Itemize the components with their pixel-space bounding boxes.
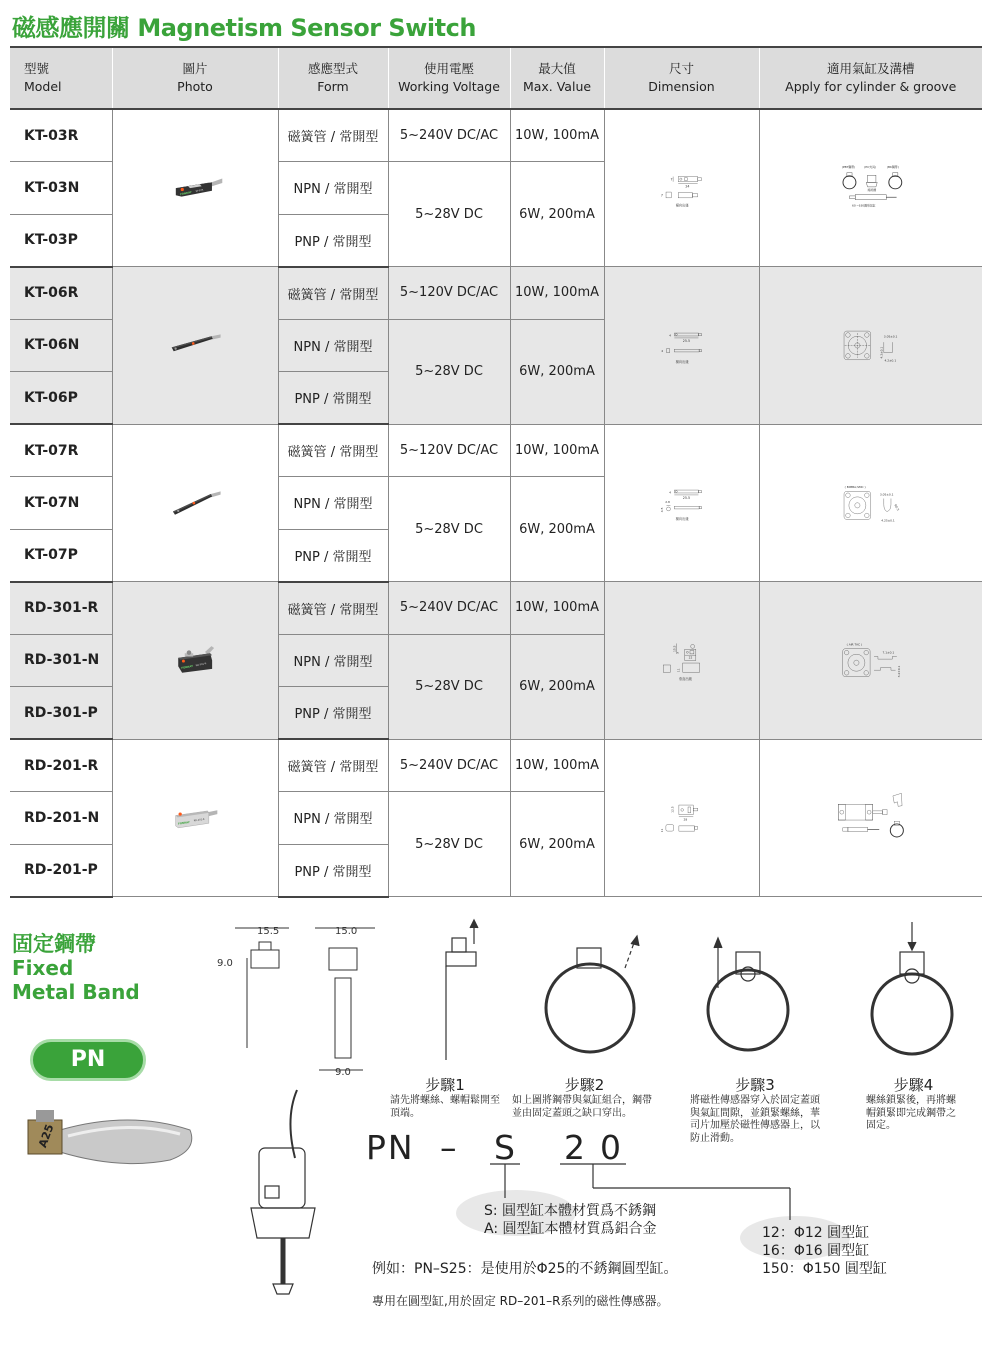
band-title-cn: 固定鋼帶 <box>12 932 96 956</box>
spec-table <box>10 46 982 898</box>
svg-text:(BK鋼帶): (BK鋼帶) <box>886 164 899 169</box>
svg-text:垂直出綫: 垂直出綫 <box>678 676 692 681</box>
header-cylinder-fit: 適用氣缸及溝槽 Apply for cylinder & groove <box>759 47 982 109</box>
svg-text:7: 7 <box>670 176 673 181</box>
svg-text:RD-301-R: RD-301-R <box>194 661 207 667</box>
form-cell: NPN / 常開型 <box>278 319 388 372</box>
svg-text:7: 7 <box>660 193 663 198</box>
model-cell: KT-07N <box>10 477 112 530</box>
table-row <box>10 739 982 792</box>
cylinder-fit-drawing <box>759 424 982 582</box>
model-cell: KT-07P <box>10 529 112 582</box>
svg-text:A25: A25 <box>36 1122 57 1150</box>
form-cell: PNP / 常開型 <box>278 687 388 740</box>
svg-text:RD-201-R: RD-201-R <box>193 817 205 823</box>
svg-text:9.0: 9.0 <box>335 1067 351 1078</box>
max-value-cell: 10W, 100mA <box>510 267 604 320</box>
cylinder-fit-drawing <box>759 739 982 897</box>
svg-text:鳩尾槽: 鳩尾槽 <box>867 187 876 192</box>
svg-text:R0.5: R0.5 <box>892 503 900 512</box>
pn-badge: PN <box>30 1039 146 1081</box>
svg-text:(PC夾具): (PC夾具) <box>863 164 876 169</box>
svg-text:7: 7 <box>675 651 680 654</box>
svg-text:15.5: 15.5 <box>257 926 280 937</box>
cylinder-fit-drawing <box>759 109 982 267</box>
table-row <box>10 109 982 162</box>
voltage-cell: 5~240V DC/AC <box>388 109 510 162</box>
svg-text:KT-03R: KT-03R <box>194 187 204 193</box>
svg-text:60～630圓形氣缸: 60～630圓形氣缸 <box>851 202 876 207</box>
svg-text:FONRAY: FONRAY <box>179 190 192 196</box>
step-2: 步驟2 如上圖將鋼帶與氣缸組合，鋼帶並由固定蓋頭之缺口穿出。 <box>512 1076 652 1119</box>
svg-text:25.5: 25.5 <box>682 496 690 501</box>
photo-cell <box>112 109 278 267</box>
svg-text:2.8: 2.8 <box>664 500 670 505</box>
header-max-value: 最大值 Max. Value <box>510 47 604 109</box>
form-cell: PNP / 常開型 <box>278 214 388 267</box>
voltage-cell: 5~240V DC/AC <box>388 582 510 635</box>
model-cell: KT-03P <box>10 214 112 267</box>
kt07-sensor-photo <box>113 477 278 529</box>
voltage-cell: 5~28V DC <box>388 634 510 739</box>
step-1: 步驟1 請先將螺絲、螺帽鬆開至頂端。 <box>390 1076 500 1119</box>
header-voltage: 使用電壓 Working Voltage <box>388 47 510 109</box>
model-cell: KT-06P <box>10 372 112 425</box>
model-cell: KT-03R <box>10 109 112 162</box>
svg-text:15.5: 15.5 <box>672 644 677 652</box>
voltage-cell: 5~28V DC <box>388 162 510 267</box>
svg-text:4.2±0.1: 4.2±0.1 <box>878 346 883 358</box>
model-cell: KT-06N <box>10 319 112 372</box>
form-cell: 磁簧管 / 常開型 <box>278 109 388 162</box>
form-cell: 磁簧管 / 常開型 <box>278 267 388 320</box>
form-cell: NPN / 常開型 <box>278 162 388 215</box>
max-value-cell: 6W, 200mA <box>510 792 604 897</box>
voltage-cell: 5~120V DC/AC <box>388 267 510 320</box>
metal-band-photo <box>20 1090 200 1180</box>
svg-text:11: 11 <box>676 667 681 672</box>
cylinder-sensor-illustration <box>225 1088 345 1302</box>
svg-text:橫向出綫: 橫向出綫 <box>675 359 689 364</box>
order-code-size-2: 0 <box>600 1128 623 1167</box>
voltage-cell: 5~28V DC <box>388 319 510 424</box>
header-model: 型號 Model <box>10 47 112 109</box>
max-value-cell: 10W, 100mA <box>510 739 604 792</box>
order-code-prefix: PN <box>366 1128 415 1167</box>
model-cell: RD-301-P <box>10 687 112 740</box>
max-value-cell: 10W, 100mA <box>510 109 604 162</box>
header-photo: 圖片 Photo <box>112 47 278 109</box>
svg-text:4: 4 <box>668 490 671 495</box>
step4-illustration <box>860 918 970 1068</box>
voltage-cell: 5~120V DC/AC <box>388 424 510 477</box>
photo-cell <box>112 739 278 897</box>
svg-text:橫向出綫: 橫向出綫 <box>675 202 689 207</box>
band-dimension-drawing <box>215 918 395 1078</box>
voltage-cell: 5~240V DC/AC <box>388 739 510 792</box>
model-cell: RD-301-N <box>10 634 112 687</box>
table-row <box>10 424 982 477</box>
usage-note: 專用在圓型缸,用於固定 RD–201–R系列的磁性傳感器。 <box>372 1294 669 1308</box>
order-code-size-1: 2 <box>564 1128 587 1167</box>
page-title: 磁感應開關 Magnetism Sensor Switch <box>12 14 476 42</box>
voltage-cell: 5~28V DC <box>388 792 510 897</box>
max-value-cell: 10W, 100mA <box>510 582 604 635</box>
header-form: 感應型式 Form <box>278 47 388 109</box>
svg-text:( BIMBA;SMC ): ( BIMBA;SMC ) <box>844 485 866 490</box>
example-note: 例如：PN–S25：是使用於Φ25的不銹鋼圓型缸。 <box>372 1261 678 1277</box>
svg-text:4.25±0.1: 4.25±0.1 <box>880 518 895 523</box>
model-cell: RD-201-R <box>10 739 112 792</box>
svg-text:FONRAY: FONRAY <box>180 664 193 670</box>
form-cell: 磁簧管 / 常開型 <box>278 424 388 477</box>
svg-text:4: 4 <box>660 348 663 353</box>
form-cell: 磁簧管 / 常開型 <box>278 739 388 792</box>
kt03-sensor-photo <box>113 163 278 214</box>
svg-text:7.1±0.1: 7.1±0.1 <box>881 649 894 654</box>
svg-text:( AIR TAC ): ( AIR TAC ) <box>846 641 862 646</box>
svg-text:3.2±0.1: 3.2±0.1 <box>896 665 901 677</box>
svg-text:9.0: 9.0 <box>217 958 233 969</box>
model-cell: RD-301-R <box>10 582 112 635</box>
form-cell: PNP / 常開型 <box>278 844 388 897</box>
form-cell: 磁簧管 / 常開型 <box>278 582 388 635</box>
rd301-sensor-photo <box>113 635 278 687</box>
svg-text:22: 22 <box>688 654 692 659</box>
max-value-cell: 6W, 200mA <box>510 162 604 267</box>
svg-text:12.5: 12.5 <box>670 806 675 813</box>
svg-text:4.5: 4.5 <box>659 507 664 513</box>
form-cell: PNP / 常開型 <box>278 529 388 582</box>
max-value-cell: 10W, 100mA <box>510 424 604 477</box>
header-dimension: 尺寸 Dimension <box>604 47 759 109</box>
max-value-cell: 6W, 200mA <box>510 634 604 739</box>
svg-text:28: 28 <box>682 817 687 822</box>
step-3: 步驟3 將磁性傳感器穿入於固定蓋頭與氣缸間隙，並鎖緊螺絲，華司片加壓於磁性傳感器上，以防止滑動。 <box>690 1076 820 1144</box>
table-header-row <box>10 47 982 109</box>
svg-text:25.5: 25.5 <box>682 338 690 343</box>
order-code-material: S <box>494 1128 517 1167</box>
voltage-cell: 5~28V DC <box>388 477 510 582</box>
kt06-sensor-photo <box>113 320 278 372</box>
svg-text:3.05±0.1: 3.05±0.1 <box>883 334 897 339</box>
dimension-drawing <box>604 109 759 267</box>
svg-text:(PBT鋼帶): (PBT鋼帶) <box>841 164 855 169</box>
svg-text:24: 24 <box>684 184 689 189</box>
material-legend: S: 圓型缸本體材質爲不銹鋼 A: 圓型缸本體材質爲鋁合金 <box>484 1203 657 1237</box>
form-cell: NPN / 常開型 <box>278 477 388 530</box>
rd201-sensor-photo <box>113 792 278 844</box>
cylinder-fit-drawing <box>759 582 982 740</box>
dimension-drawing <box>604 739 759 897</box>
svg-text:11: 11 <box>659 828 664 833</box>
step1-illustration <box>430 918 500 1068</box>
cylinder-fit-drawing <box>759 267 982 425</box>
dimension-drawing <box>604 582 759 740</box>
model-cell: KT-03N <box>10 162 112 215</box>
photo-cell <box>112 582 278 740</box>
model-cell: KT-06R <box>10 267 112 320</box>
dimension-drawing <box>604 267 759 425</box>
svg-text:4: 4 <box>668 332 671 337</box>
model-cell: RD-201-N <box>10 792 112 845</box>
model-cell: RD-201-P <box>10 844 112 897</box>
step3-illustration <box>700 928 810 1068</box>
table-row <box>10 267 982 320</box>
form-cell: NPN / 常開型 <box>278 634 388 687</box>
photo-cell <box>112 424 278 582</box>
band-section-title <box>12 932 142 1004</box>
svg-text:15.0: 15.0 <box>335 926 358 937</box>
photo-cell <box>112 267 278 425</box>
step2-illustration <box>535 928 655 1068</box>
max-value-cell: 6W, 200mA <box>510 319 604 424</box>
step-4: 步驟4 螺絲鎖緊後，再將螺帽鎖緊即完成鋼帶之固定。 <box>866 1076 956 1131</box>
form-cell: NPN / 常開型 <box>278 792 388 845</box>
order-code-dash: – <box>440 1128 459 1167</box>
svg-text:FONRAY: FONRAY <box>177 820 190 826</box>
form-cell: PNP / 常開型 <box>278 372 388 425</box>
svg-text:3.05±0.1: 3.05±0.1 <box>879 492 893 497</box>
svg-text:橫向出綫: 橫向出綫 <box>675 517 689 522</box>
band-title-en: Fixed Metal Band <box>12 956 140 1004</box>
table-row <box>10 582 982 635</box>
max-value-cell: 6W, 200mA <box>510 477 604 582</box>
svg-text:4.2±0.1: 4.2±0.1 <box>883 358 896 363</box>
size-legend: 12：Φ12 圓型缸 16：Φ16 圓型缸 150：Φ150 圓型缸 <box>762 1225 887 1277</box>
dimension-drawing <box>604 424 759 582</box>
model-cell: KT-07R <box>10 424 112 477</box>
